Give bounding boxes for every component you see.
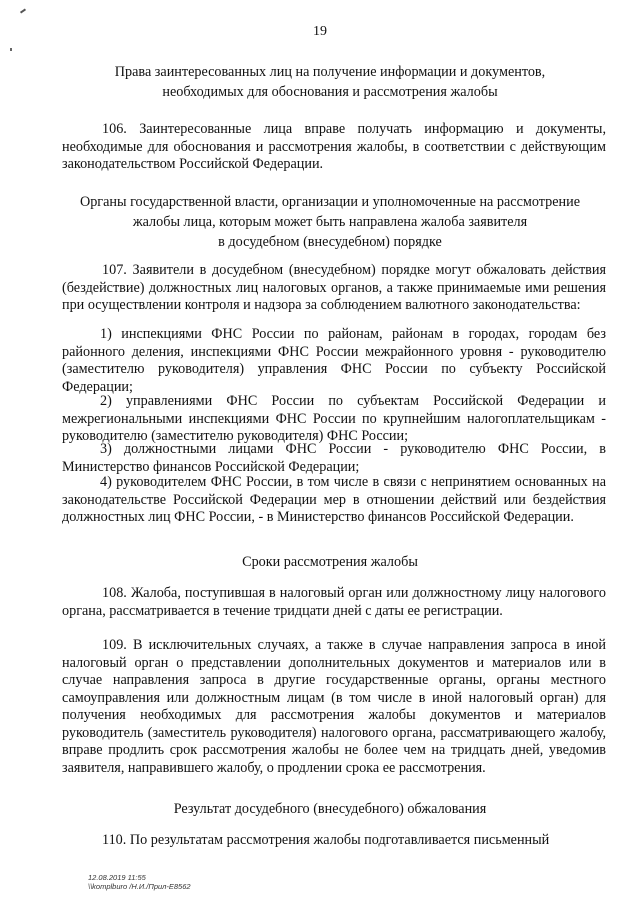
- paragraph-107-item-3: 3) должностными лицами ФНС России - руководителю ФНС России, в Министерство финансов Российской Федерации;: [62, 441, 606, 475]
- footer-date: 12.08.2019 11:55: [88, 873, 146, 882]
- heading-line: Результат досудебного (внесудебного) обжалования: [173, 801, 487, 817]
- heading-terms: [60, 552, 600, 572]
- footer-path: \\komplburo /Н.И./Прил-Е8562: [88, 882, 191, 891]
- heading-line: Сроки рассмотрения жалобы: [242, 554, 418, 570]
- heading-line: Органы государственной власти, организации и уполномоченные на рассмотрение: [79, 194, 581, 210]
- paragraph-108: 108. Жалоба, поступившая в налоговый орган или должностному лицу налогового органа, рассматривается в течение тридцати дней с даты ее регистрации.: [62, 585, 606, 619]
- scan-mark-2: [10, 48, 12, 51]
- heading-line: жалобы лица, которым может быть направлена жалоба заявителя: [132, 214, 528, 230]
- paragraph-107: 107. Заявители в досудебном (внесудебном) порядке могут обжаловать действия (бездействие) должностных лиц налоговых органов, а также принимаемые ими решения при осуществлении контроля и надзора за соблюдением валютного законодательства:: [62, 262, 606, 313]
- heading-result: [60, 799, 600, 819]
- heading-line: в досудебном (внесудебном) порядке: [218, 234, 442, 250]
- page-number: 19: [313, 24, 327, 39]
- scan-mark: [20, 8, 26, 13]
- paragraph-106: 106. Заинтересованные лица вправе получать информацию и документы, необходимые для обоснования и рассмотрения жалобы, в соответствии с действующим законодательством Российской Федерации.: [62, 121, 606, 172]
- footer-stamp: [88, 873, 191, 891]
- paragraph-110: 110. По результатам рассмотрения жалобы подготавливается письменный: [102, 832, 550, 848]
- paragraph-109: 109. В исключительных случаях, а также в случае направления запроса в иной налоговый орган о представлении дополнительных документов и материалов или в случае направления запроса в другие государственные органы, органы местного самоуправления или должностным лицам (в том числе в иной налоговый орган) для получения необходимых для рассмотрения жалобы документов и материалов руководитель (заместитель руководителя) налогового органа, рассматривающего жалобу, вправе продлить срок рассмотрения жалобы не более чем на тридцать дней, уведомив заявителя, направившего жалобу, о продлении срока ее рассмотрения.: [62, 637, 606, 776]
- heading-line: необходимых для обоснования и рассмотрения жалобы: [162, 84, 498, 100]
- heading-rights: [60, 62, 600, 102]
- paragraph-107-item-4: 4) руководителем ФНС России, в том числе в связи с непринятием основанных на законодательстве Российской Федерации мер в отношении действий или бездействия должностных лиц ФНС России, - в Министерство финансов Российской Федерации.: [62, 474, 606, 525]
- heading-line: Права заинтересованных лиц на получение информации и документов,: [114, 64, 546, 80]
- heading-authorities: [60, 192, 600, 252]
- paragraph-107-item-2: 2) управлениями ФНС России по субъектам Российской Федерации и межрегиональными инспекциями ФНС России по крупнейшим налогоплательщикам - руководителю (заместителю руководителя) ФНС России;: [62, 393, 606, 444]
- paragraph-107-item-1: 1) инспекциями ФНС России по районам, районам в городах, городам без районного деления, инспекциями ФНС России межрайонного уровня - руководителю (заместителю руководителя) управления ФНС России по субъекту Российской Федерации;: [62, 326, 606, 395]
